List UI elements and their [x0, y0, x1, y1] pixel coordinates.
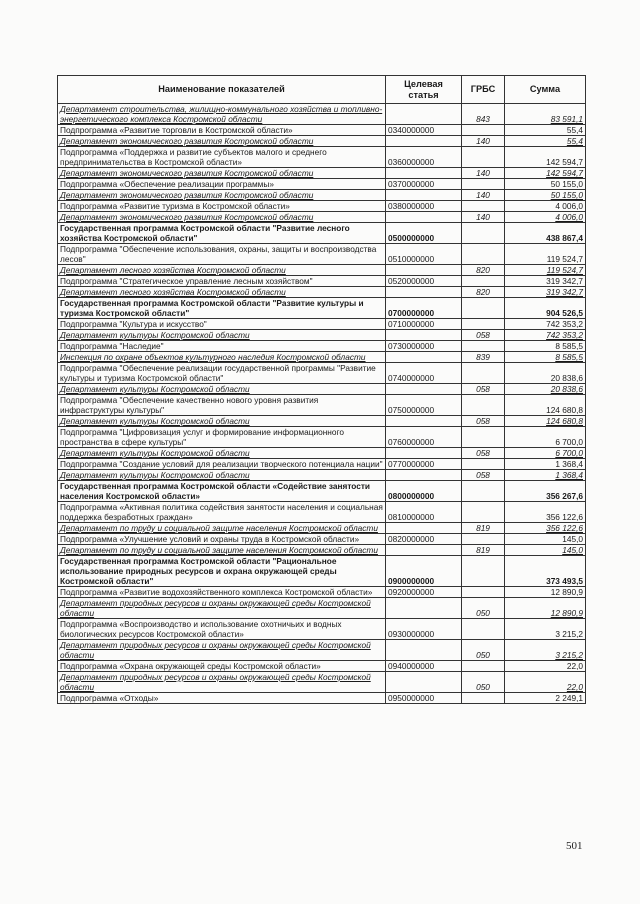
table-row	[58, 287, 586, 298]
row-code-cell	[386, 190, 462, 201]
row-grbs-cell: 140	[462, 136, 505, 147]
row-sum-cell: 145,0	[505, 534, 586, 545]
row-code-cell	[386, 448, 462, 459]
row-code-cell: 0950000000	[386, 693, 462, 704]
row-sum-cell: 8 585,5	[505, 341, 586, 352]
table-row	[58, 481, 586, 502]
row-grbs-cell: 140	[462, 212, 505, 223]
row-sum-cell: 4 006,0	[505, 201, 586, 212]
row-code-cell	[386, 330, 462, 341]
row-code-cell: 0820000000	[386, 534, 462, 545]
row-grbs-cell	[462, 179, 505, 190]
row-sum-cell: 55,4	[505, 136, 586, 147]
row-sum-cell: 55,4	[505, 125, 586, 136]
row-grbs-cell	[462, 427, 505, 448]
row-name-cell: Подпрограмма "Создание условий для реализации творческого потенциала нации"	[58, 459, 386, 470]
row-code-cell	[386, 265, 462, 276]
row-sum-cell: 1 368,4	[505, 459, 586, 470]
row-code-cell: 0900000000	[386, 556, 462, 587]
row-name-cell: Инспекция по охране объектов культурного наследия Костромской области	[58, 352, 386, 363]
row-name-cell: Департамент экономического развития Костромской области	[58, 168, 386, 179]
header-code: Целевая статья	[386, 76, 462, 104]
row-grbs-cell	[462, 619, 505, 640]
row-sum-cell: 124 680,8	[505, 395, 586, 416]
table-row	[58, 661, 586, 672]
row-name-cell: Департамент культуры Костромской области	[58, 384, 386, 395]
row-grbs-cell: 050	[462, 640, 505, 661]
row-name-cell: Подпрограмма «Улучшение условий и охраны труда в Костромской области»	[58, 534, 386, 545]
row-name-cell: Подпрограмма «Воспроизводство и использование охотничьих и водных биологических ресурсов Костромской области»	[58, 619, 386, 640]
row-grbs-cell	[462, 147, 505, 168]
row-code-cell: 0730000000	[386, 341, 462, 352]
row-sum-cell: 20 838,6	[505, 384, 586, 395]
table-body	[58, 104, 586, 704]
row-grbs-cell: 058	[462, 448, 505, 459]
row-grbs-cell	[462, 125, 505, 136]
row-grbs-cell	[462, 556, 505, 587]
row-name-cell: Подпрограмма «Развитие туризма в Костромской области»	[58, 201, 386, 212]
row-grbs-cell: 058	[462, 330, 505, 341]
row-code-cell: 0760000000	[386, 427, 462, 448]
row-name-cell: Департамент строительства, жилищно-коммунального хозяйства и топливно-энергетического комплекса Костромской области	[58, 104, 386, 125]
row-sum-cell: 12 890,9	[505, 598, 586, 619]
row-grbs-cell	[462, 276, 505, 287]
table-row	[58, 693, 586, 704]
row-name-cell: Государственная программа Костромской области «Содействие занятости населения Костромской области»	[58, 481, 386, 502]
page-number: 501	[566, 840, 583, 852]
row-code-cell	[386, 545, 462, 556]
row-code-cell: 0340000000	[386, 125, 462, 136]
row-grbs-cell	[462, 244, 505, 265]
row-grbs-cell	[462, 363, 505, 384]
row-grbs-cell	[462, 502, 505, 523]
row-grbs-cell: 140	[462, 190, 505, 201]
row-code-cell: 0710000000	[386, 319, 462, 330]
table-row	[58, 104, 586, 125]
row-grbs-cell	[462, 201, 505, 212]
row-code-cell: 0750000000	[386, 395, 462, 416]
header-grbs: ГРБС	[462, 76, 505, 104]
row-name-cell: Подпрограмма «Развитие торговли в Костромской области»	[58, 125, 386, 136]
row-sum-cell: 904 526,5	[505, 298, 586, 319]
row-code-cell	[386, 672, 462, 693]
table-row	[58, 265, 586, 276]
table-row	[58, 598, 586, 619]
row-grbs-cell	[462, 481, 505, 502]
row-name-cell: Подпрограмма «Охрана окружающей среды Костромской области»	[58, 661, 386, 672]
row-name-cell: Департамент по труду и социальной защите населения Костромской области	[58, 523, 386, 534]
row-grbs-cell	[462, 534, 505, 545]
row-code-cell	[386, 470, 462, 481]
row-name-cell: Департамент по труду и социальной защите населения Костромской области	[58, 545, 386, 556]
table-row	[58, 384, 586, 395]
row-code-cell: 0930000000	[386, 619, 462, 640]
table-row	[58, 125, 586, 136]
row-code-cell: 0940000000	[386, 661, 462, 672]
table-row	[58, 363, 586, 384]
row-sum-cell: 145,0	[505, 545, 586, 556]
row-grbs-cell	[462, 693, 505, 704]
row-sum-cell: 3 215,2	[505, 640, 586, 661]
table-row	[58, 179, 586, 190]
row-name-cell: Подпрограмма «Отходы»	[58, 693, 386, 704]
row-name-cell: Подпрограмма "Цифровизация услуг и формирование информационного пространства в сфере культуры"	[58, 427, 386, 448]
row-sum-cell: 124 680,8	[505, 416, 586, 427]
table-row	[58, 201, 586, 212]
row-grbs-cell	[462, 223, 505, 244]
row-name-cell: Департамент природных ресурсов и охраны окружающей среды Костромской области	[58, 598, 386, 619]
row-grbs-cell	[462, 319, 505, 330]
row-sum-cell: 8 585,5	[505, 352, 586, 363]
table-row	[58, 352, 586, 363]
row-code-cell: 0360000000	[386, 147, 462, 168]
table-row	[58, 395, 586, 416]
row-sum-cell: 742 353,2	[505, 330, 586, 341]
row-sum-cell: 356 122,6	[505, 502, 586, 523]
row-sum-cell: 3 215,2	[505, 619, 586, 640]
row-grbs-cell	[462, 587, 505, 598]
row-sum-cell: 83 591,1	[505, 104, 586, 125]
budget-table	[57, 75, 586, 704]
table-row	[58, 502, 586, 523]
row-code-cell: 0740000000	[386, 363, 462, 384]
row-grbs-cell: 058	[462, 384, 505, 395]
row-name-cell: Департамент экономического развития Костромской области	[58, 212, 386, 223]
row-sum-cell: 142 594,7	[505, 147, 586, 168]
row-name-cell: Департамент природных ресурсов и охраны окружающей среды Костромской области	[58, 640, 386, 661]
row-grbs-cell: 820	[462, 287, 505, 298]
row-name-cell: Подпрограмма "Обеспечение использования, охраны, защиты и воспроизводства лесов"	[58, 244, 386, 265]
row-sum-cell: 20 838,6	[505, 363, 586, 384]
table-row	[58, 672, 586, 693]
row-code-cell: 0500000000	[386, 223, 462, 244]
table-row	[58, 136, 586, 147]
row-code-cell	[386, 212, 462, 223]
table-row	[58, 619, 586, 640]
row-code-cell	[386, 287, 462, 298]
row-grbs-cell: 819	[462, 545, 505, 556]
row-sum-cell: 319 342,7	[505, 276, 586, 287]
row-name-cell: Департамент природных ресурсов и охраны окружающей среды Костромской области	[58, 672, 386, 693]
row-grbs-cell: 050	[462, 672, 505, 693]
row-code-cell: 0920000000	[386, 587, 462, 598]
row-sum-cell: 373 493,5	[505, 556, 586, 587]
table-row	[58, 534, 586, 545]
table-row	[58, 427, 586, 448]
row-code-cell	[386, 384, 462, 395]
row-grbs-cell	[462, 661, 505, 672]
row-sum-cell: 438 867,4	[505, 223, 586, 244]
row-name-cell: Государственная программа Костромской области "Рациональное использование природных ресурсов и охрана окружающей среды Костромской области"	[58, 556, 386, 587]
table-row	[58, 640, 586, 661]
row-name-cell: Государственная программа Костромской области "Развитие лесного хозяйства Костромской области"	[58, 223, 386, 244]
row-code-cell: 0810000000	[386, 502, 462, 523]
table-row	[58, 459, 586, 470]
row-name-cell: Департамент культуры Костромской области	[58, 448, 386, 459]
row-grbs-cell	[462, 395, 505, 416]
row-grbs-cell	[462, 459, 505, 470]
row-name-cell: Департамент лесного хозяйства Костромской области	[58, 287, 386, 298]
row-code-cell	[386, 416, 462, 427]
table-row	[58, 298, 586, 319]
row-name-cell: Департамент культуры Костромской области	[58, 416, 386, 427]
header-name: Наименование показателей	[58, 76, 386, 104]
table-row	[58, 212, 586, 223]
row-sum-cell: 50 155,0	[505, 190, 586, 201]
row-code-cell: 0510000000	[386, 244, 462, 265]
table-row	[58, 276, 586, 287]
row-sum-cell: 1 368,4	[505, 470, 586, 481]
row-grbs-cell	[462, 298, 505, 319]
row-grbs-cell: 843	[462, 104, 505, 125]
row-sum-cell: 50 155,0	[505, 179, 586, 190]
row-name-cell: Департамент лесного хозяйства Костромской области	[58, 265, 386, 276]
row-sum-cell: 6 700,0	[505, 427, 586, 448]
row-sum-cell: 319 342,7	[505, 287, 586, 298]
row-name-cell: Подпрограмма "Обеспечение реализации государственной программы "Развитие культуры и туризма Костромской области"	[58, 363, 386, 384]
row-grbs-cell: 058	[462, 416, 505, 427]
table-row	[58, 523, 586, 534]
table-row	[58, 416, 586, 427]
row-sum-cell: 6 700,0	[505, 448, 586, 459]
table-header-row	[58, 76, 586, 104]
row-code-cell	[386, 523, 462, 534]
row-name-cell: Подпрограмма «Развитие водохозяйственного комплекса Костромской области»	[58, 587, 386, 598]
table-row	[58, 190, 586, 201]
row-name-cell: Подпрограмма "Культура и искусство"	[58, 319, 386, 330]
row-code-cell	[386, 104, 462, 125]
row-name-cell: Подпрограмма «Активная политика содействия занятости населения и социальная поддержка безработных граждан»	[58, 502, 386, 523]
table-row	[58, 330, 586, 341]
row-name-cell: Департамент культуры Костромской области	[58, 470, 386, 481]
row-name-cell: Подпрограмма "Обеспечение качественно нового уровня развития инфраструктуры культуры"	[58, 395, 386, 416]
table-row	[58, 587, 586, 598]
row-code-cell: 0770000000	[386, 459, 462, 470]
row-sum-cell: 142 594,7	[505, 168, 586, 179]
row-code-cell	[386, 168, 462, 179]
row-sum-cell: 22,0	[505, 661, 586, 672]
row-sum-cell: 4 006,0	[505, 212, 586, 223]
row-name-cell: Подпрограмма «Поддержка и развитие субъектов малого и среднего предпринимательства в Костромской области»	[58, 147, 386, 168]
row-sum-cell: 22,0	[505, 672, 586, 693]
row-code-cell: 0380000000	[386, 201, 462, 212]
table-row	[58, 223, 586, 244]
row-grbs-cell: 839	[462, 352, 505, 363]
row-grbs-cell: 819	[462, 523, 505, 534]
row-name-cell: Департамент культуры Костромской области	[58, 330, 386, 341]
table-row	[58, 147, 586, 168]
row-name-cell: Департамент экономического развития Костромской области	[58, 190, 386, 201]
row-name-cell: Подпрограмма «Обеспечение реализации программы»	[58, 179, 386, 190]
row-sum-cell: 356 122,6	[505, 523, 586, 534]
table-row	[58, 341, 586, 352]
row-name-cell: Подпрограмма "Наследие"	[58, 341, 386, 352]
row-grbs-cell	[462, 341, 505, 352]
row-sum-cell: 119 524,7	[505, 244, 586, 265]
row-sum-cell: 356 267,6	[505, 481, 586, 502]
row-sum-cell: 12 890,9	[505, 587, 586, 598]
table-row	[58, 168, 586, 179]
row-grbs-cell: 140	[462, 168, 505, 179]
row-code-cell	[386, 598, 462, 619]
row-grbs-cell: 058	[462, 470, 505, 481]
row-code-cell: 0370000000	[386, 179, 462, 190]
header-sum: Сумма	[505, 76, 586, 104]
row-sum-cell: 119 524,7	[505, 265, 586, 276]
row-name-cell: Департамент экономического развития Костромской области	[58, 136, 386, 147]
row-code-cell: 0520000000	[386, 276, 462, 287]
row-code-cell	[386, 136, 462, 147]
table-row	[58, 556, 586, 587]
row-grbs-cell: 820	[462, 265, 505, 276]
table-row	[58, 448, 586, 459]
row-sum-cell: 2 249,1	[505, 693, 586, 704]
table-row	[58, 319, 586, 330]
row-name-cell: Подпрограмма "Стратегическое управление лесным хозяйством"	[58, 276, 386, 287]
row-grbs-cell: 050	[462, 598, 505, 619]
row-code-cell	[386, 352, 462, 363]
row-code-cell: 0700000000	[386, 298, 462, 319]
table-row	[58, 545, 586, 556]
row-code-cell	[386, 640, 462, 661]
table-row	[58, 470, 586, 481]
row-code-cell: 0800000000	[386, 481, 462, 502]
row-sum-cell: 742 353,2	[505, 319, 586, 330]
row-name-cell: Государственная программа Костромской области "Развитие культуры и туризма Костромской области"	[58, 298, 386, 319]
table-row	[58, 244, 586, 265]
